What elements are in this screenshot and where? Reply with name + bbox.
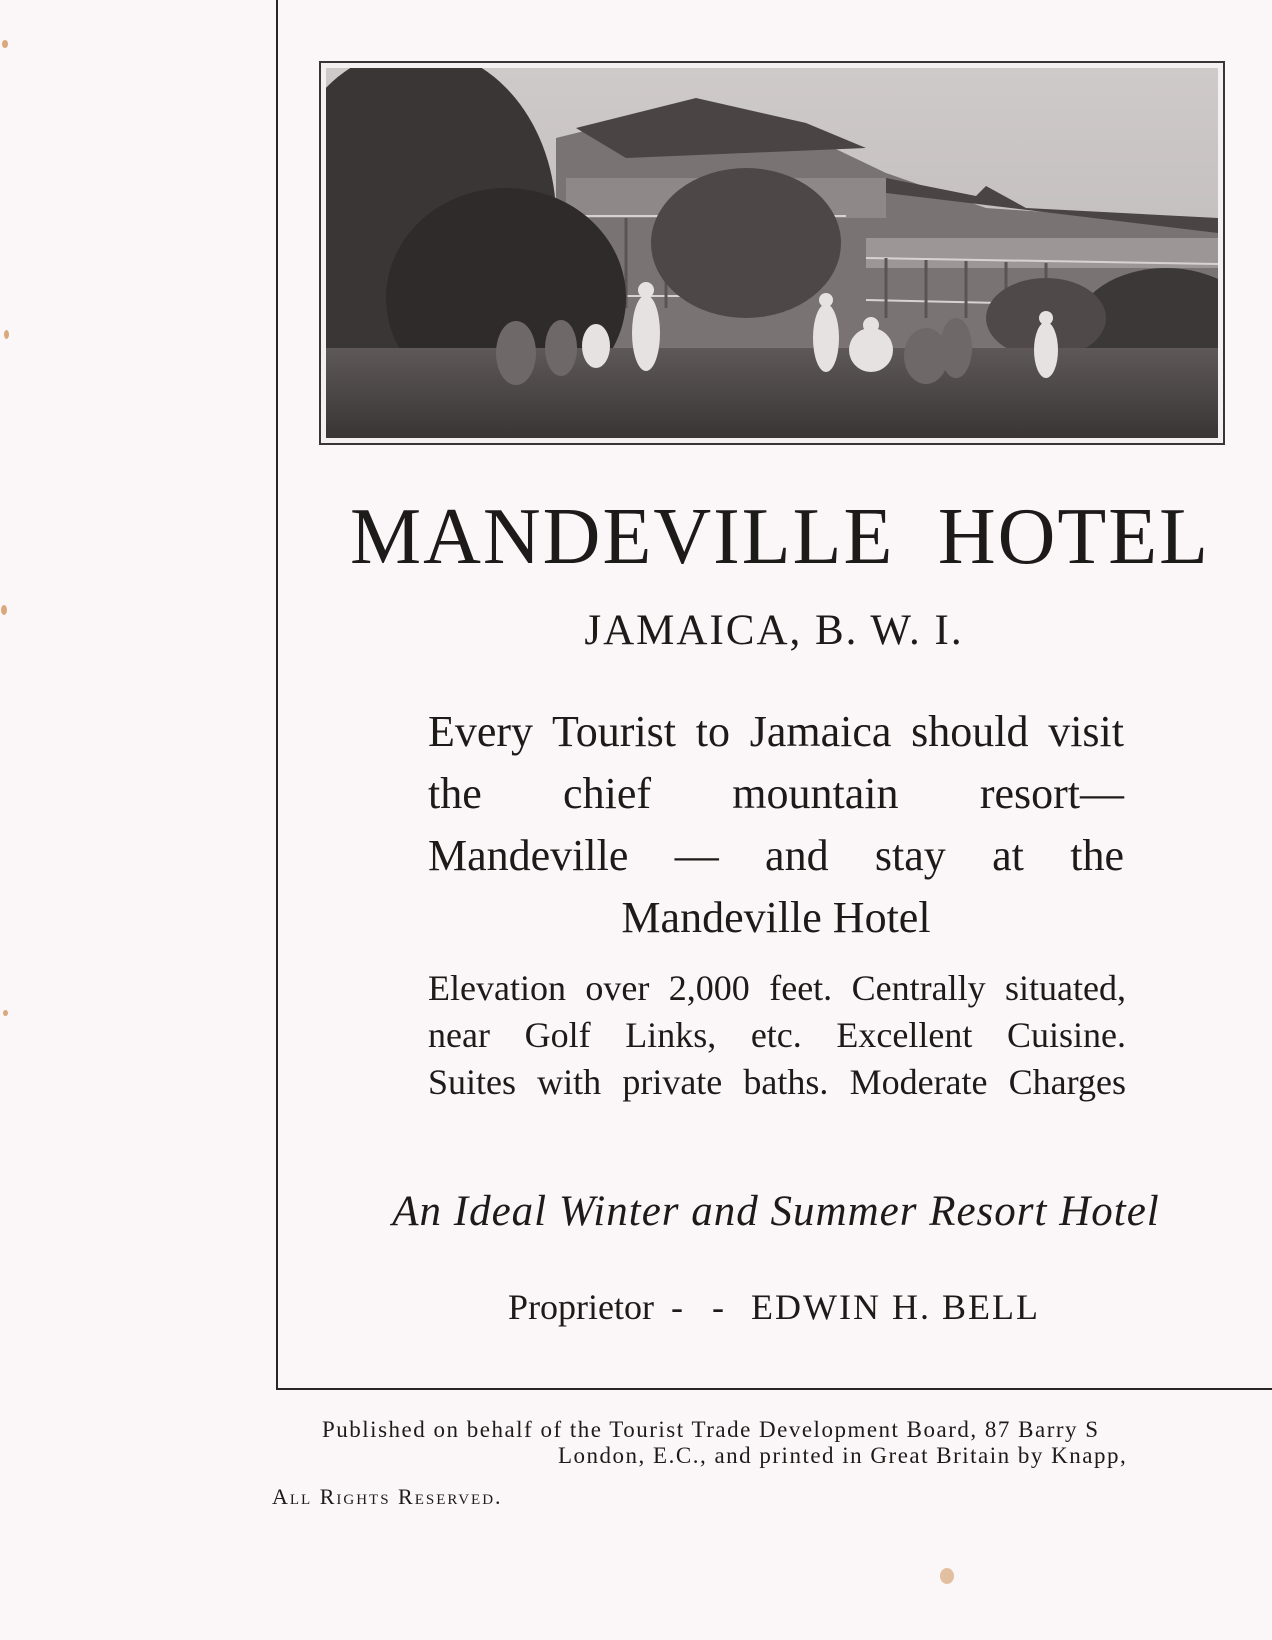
intro-paragraph: Every Tourist to Jamaica should visit the chief mountain resort— Mandeville — and stay at the Mandeville Hotel <box>428 707 1124 942</box>
publisher-imprint <box>300 1417 1272 1469</box>
proprietor-name: EDWIN H. BELL <box>751 1287 1040 1327</box>
imprint-line-2: London, E.C., and printed in Great Britain by Knapp, <box>558 1443 1128 1468</box>
amenities-paragraph: Elevation over 2,000 feet. Centrally situated, near Golf Links, etc. Excellent Cuisine. Suites with private baths. Moderate Charges <box>428 968 1126 1102</box>
paper-speck <box>4 330 9 339</box>
hotel-name-heading <box>350 492 1210 582</box>
paper-speck <box>940 1568 954 1584</box>
paper-speck <box>3 1010 8 1016</box>
hotel-photo-image <box>326 68 1218 438</box>
hotel-name-word-1: MANDEVILLE <box>350 493 895 581</box>
hotel-photo <box>319 61 1225 445</box>
proprietor-separator: - - <box>671 1287 734 1327</box>
paper-speck <box>1 605 7 615</box>
proprietor-line <box>276 1285 1272 1329</box>
hotel-name-word-2: HOTEL <box>937 493 1210 581</box>
location-subtitle: JAMAICA, B. W. I. <box>584 607 964 654</box>
rights-notice: All Rights Reserved. <box>272 1484 503 1509</box>
imprint-line-1: Published on behalf of the Tourist Trade Development Board, 87 Barry S <box>322 1417 1100 1442</box>
paper-speck <box>2 40 8 48</box>
proprietor-label: Proprietor <box>508 1287 655 1327</box>
tagline: An Ideal Winter and Summer Resort Hotel <box>392 1188 1160 1235</box>
